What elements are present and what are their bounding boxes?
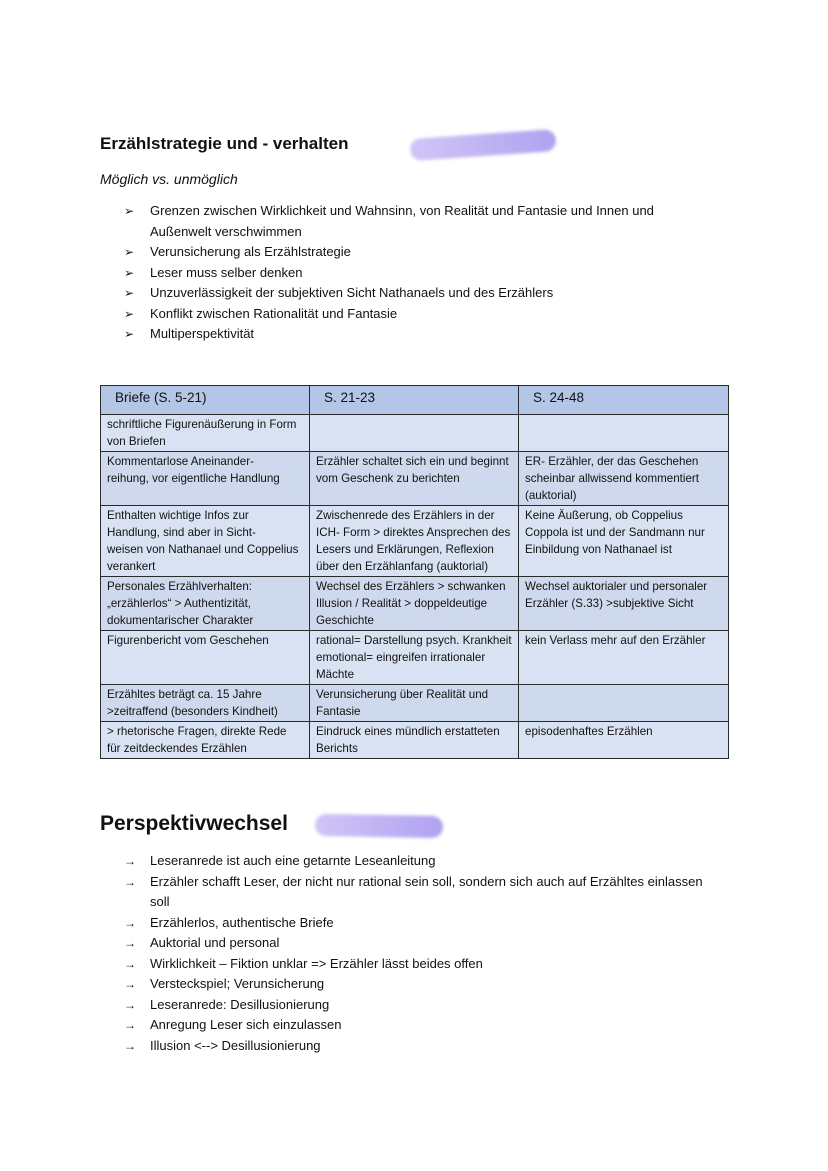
right-arrow-icon: → [124,874,136,889]
table-row [101,685,729,722]
arrowhead-bullet-icon: ➢ [124,204,135,218]
table-row [101,415,729,452]
arrowhead-bullet-icon: ➢ [124,327,135,341]
list-item: ➢ Grenzen zwischen Wirklichkeit und Wahnsinn, von Realität und Fantasie und Innen und Außenwelt verschwimmen [124,203,654,239]
list-item: → Leseranrede ist auch eine getarnte Leseanleitung [124,851,704,872]
table-cell: Verunsicherung über Realität und Fantasie [310,685,519,722]
arrowhead-bullet-icon: ➢ [124,306,135,321]
list-item: → Auktorial und personal [124,933,704,954]
table-cell: Eindruck eines mündlich erstatteten Berichts [310,722,519,759]
list-item: → Illusion <--> Desillusionierung [124,1036,704,1057]
right-arrow-icon: → [124,997,136,1012]
table-row [101,631,729,685]
table-cell: Personales Erzählverhalten: „erzählerlos“ > Authentizität, dokumentarischer Charakter [101,577,310,631]
column-header: S. 21-23 [310,386,519,415]
section-heading: Perspektivwechsel [100,812,288,835]
table-row [101,577,729,631]
narration-table [100,385,729,759]
list-item: → Versteckspiel; Verunsicherung [124,974,704,995]
table-cell: Enthalten wichtige Infos zur Handlung, sind aber in Sicht- weisen von Nathanael und Coppelius verankert [101,506,310,577]
list-item: → Anregung Leser sich einzulassen [124,1015,704,1036]
section-heading: Erzählstrategie und - verhalten [100,134,349,153]
table-row [101,722,729,759]
list-item: → Erzähler schafft Leser, der nicht nur rational sein soll, sondern sich auch auf Erzähltes einlassen soll [124,873,703,909]
list-item: → Wirklichkeit – Fiktion unklar => Erzähler lässt beides offen [124,954,704,975]
highlighter-mark [409,129,556,161]
list-item: → Erzählerlos, authentische Briefe [124,913,704,934]
table-cell [519,415,729,452]
list-item: ➢ Leser muss selber denken [124,263,704,284]
table-header-row [101,386,729,415]
right-arrow-icon: → [124,1018,136,1032]
list-item: → Leseranrede: Desillusionierung [124,995,704,1016]
right-arrow-icon: → [124,854,136,868]
table-cell: episodenhaftes Erzählen [519,722,729,759]
table-cell: Kommentarlose Aneinander- reihung, vor eigentliche Handlung [101,452,310,506]
table-cell: Figurenbericht vom Geschehen [101,631,310,685]
arrowhead-bullet-list [124,201,704,345]
table-cell: Zwischenrede des Erzählers in der ICH- Form > direktes Ansprechen des Lesers und Erklärungen, Reflexion über den Erzählanfang (auktorial) [310,506,519,577]
table-cell: rational= Darstellung psych. Krankheit emotional= eingreifen irrationaler Mächte [310,631,519,685]
right-arrow-icon: → [124,936,136,950]
column-header: S. 24-48 [519,386,729,415]
section-subheading: Möglich vs. unmöglich [100,171,238,187]
list-item: ➢ Multiperspektivität [124,324,704,345]
arrow-bullet-list [124,851,704,1056]
table-cell [519,685,729,722]
table-cell: Wechsel des Erzählers > schwanken Illusion / Realität > doppeldeutige Geschichte [310,577,519,631]
arrowhead-bullet-icon: ➢ [124,245,135,259]
list-item: ➢ Konflikt zwischen Rationalität und Fantasie [124,304,704,325]
table-cell: Keine Äußerung, ob Coppelius Coppola ist und der Sandmann nur Einbildung von Nathanael ist [519,506,729,577]
table-row [101,506,729,577]
table-cell: Wechsel auktorialer und personaler Erzähler (S.33) >subjektive Sicht [519,577,729,631]
table-cell: Erzähler schaltet sich ein und beginnt vom Geschenk zu berichten [310,452,519,506]
right-arrow-icon: → [124,977,136,991]
list-item: ➢ Unzuverlässigkeit der subjektiven Sicht Nathanaels und des Erzählers [124,283,704,304]
right-arrow-icon: → [124,1038,136,1053]
table-cell [310,415,519,452]
table-cell: Erzähltes beträgt ca. 15 Jahre >zeitraffend (besonders Kindheit) [101,685,310,722]
column-header: Briefe (S. 5-21) [101,386,310,415]
list-item: ➢ Verunsicherung als Erzählstrategie [124,242,704,263]
table-cell: kein Verlass mehr auf den Erzähler [519,631,729,685]
table-row [101,452,729,506]
table-cell: ER- Erzähler, der das Geschehen scheinbar allwissend kommentiert (auktorial) [519,452,729,506]
table-cell: schriftliche Figurenäußerung in Form von Briefen [101,415,310,452]
arrowhead-bullet-icon: ➢ [124,286,135,300]
right-arrow-icon: → [124,915,136,930]
highlighter-mark [315,814,443,838]
right-arrow-icon: → [124,956,136,971]
arrowhead-bullet-icon: ➢ [124,265,135,280]
table-cell: > rhetorische Fragen, direkte Rede für zeitdeckendes Erzählen [101,722,310,759]
